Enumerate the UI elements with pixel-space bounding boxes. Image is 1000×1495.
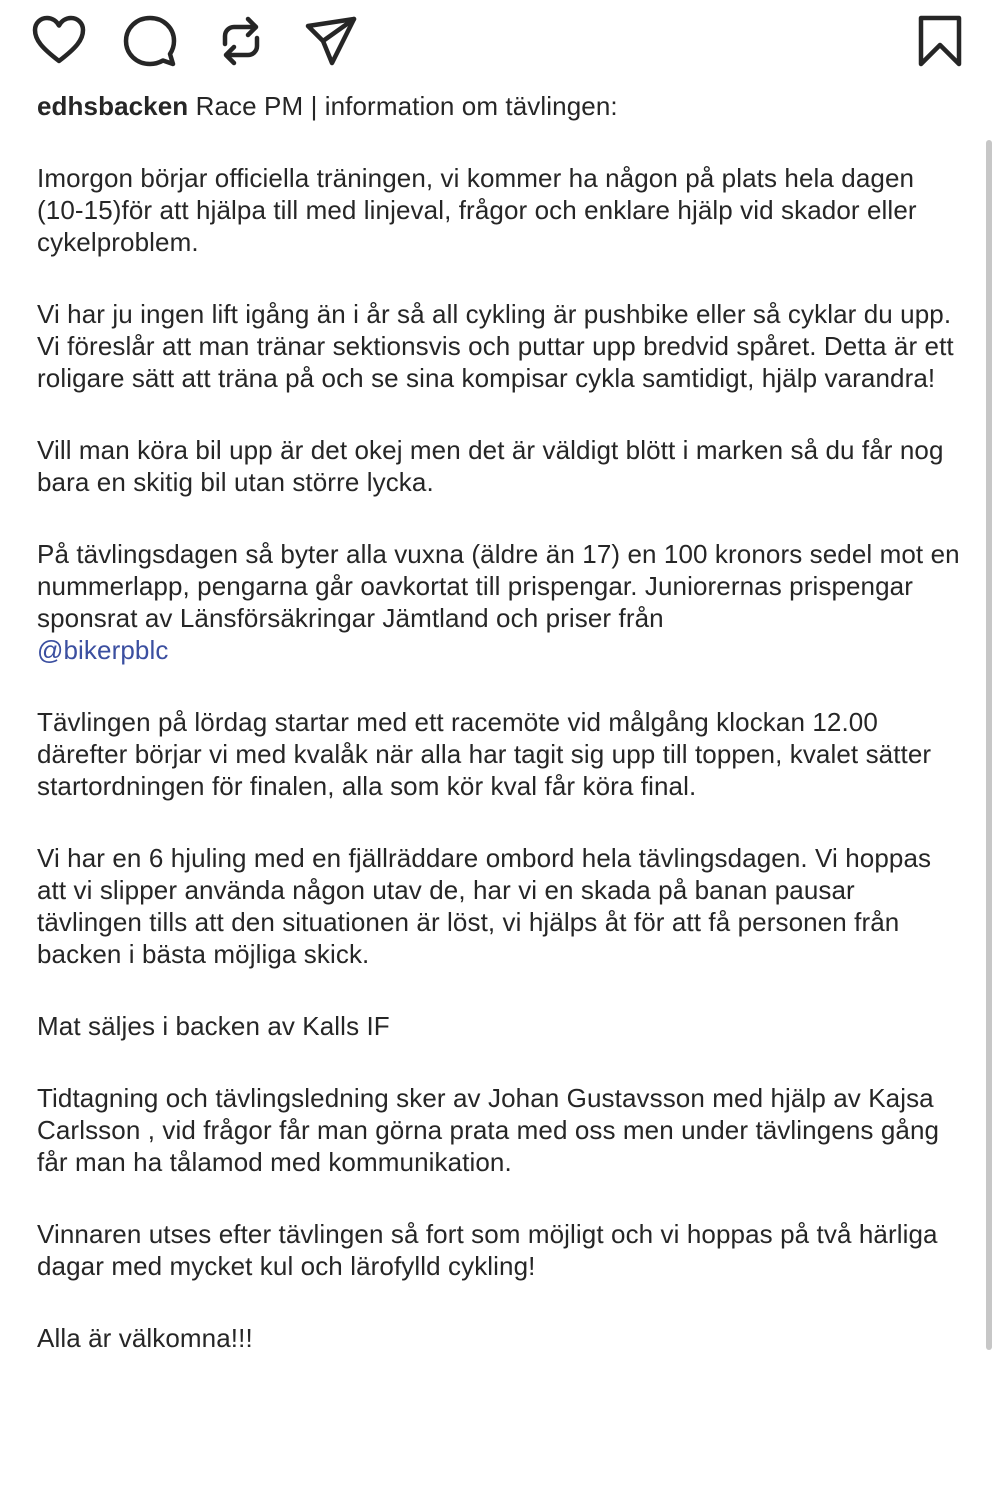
caption-paragraph: Vi har ju ingen lift igång än i år så all cykling är pushbike eller så cyklar du upp. Vi föreslår att man tränar sektionsvis och puttar upp bredvid spåret. Detta är ett roligare sätt att träna på och se sina kompisar cykla samtidigt, hjälp varandra!: [37, 299, 954, 393]
caption-paragraph-prizes: [37, 538, 967, 666]
caption-paragraph: Tävlingen på lördag startar med ett racemöte vid målgång klockan 12.00 därefter börjar vi med kvalåk när alla har tagit sig upp till toppen, kvalet sätter startordningen för finalen, alla som kör kval får köra final.: [37, 707, 932, 801]
caption-paragraph: Tidtagning och tävlingsledning sker av Johan Gustavsson med hjälp av Kajsa Carlsson , vid frågor får man görna prata med oss men under tävlingens gång får man ha tålamod med kommunikation.: [37, 1083, 940, 1177]
mention-link[interactable]: @bikerpblc: [37, 635, 169, 665]
caption-paragraph: Vill man köra bil upp är det okej men det är väldigt blött i marken så du får nog bara en skitig bil utan större lycka.: [37, 435, 944, 497]
post-caption: [37, 90, 967, 1394]
caption-headline-text: Race PM | information om tävlingen:: [188, 91, 618, 121]
caption-paragraph: Mat säljes i backen av Kalls IF: [37, 1011, 390, 1041]
comment-icon[interactable]: [123, 14, 177, 68]
username-link[interactable]: edhsbacken: [37, 91, 189, 121]
heart-icon[interactable]: [32, 14, 86, 68]
paper-plane-icon[interactable]: [304, 14, 358, 68]
repost-icon[interactable]: [214, 14, 268, 68]
caption-paragraph: Alla är välkomna!!!: [37, 1323, 253, 1353]
caption-headline: [37, 90, 967, 122]
caption-paragraph: Imorgon börjar officiella träningen, vi kommer ha någon på plats hela dagen (10-15)för att hjälpa till med linjeval, frågor och enklare hjälp vid skador eller cykelproblem.: [37, 163, 917, 257]
caption-paragraph: Vi har en 6 hjuling med en fjällräddare ombord hela tävlingsdagen. Vi hoppas att vi slipper använda någon utav de, har vi en skada på banan pausar tävlingen tills att den situationen är löst, vi hjälps åt för att få personen från backen i bästa möjliga skick.: [37, 843, 932, 969]
scrollbar-thumb[interactable]: [986, 140, 992, 1350]
post-action-bar: [0, 0, 1000, 80]
bookmark-icon[interactable]: [913, 14, 967, 68]
caption-paragraph: Vinnaren utses efter tävlingen så fort som möjligt och vi hoppas på två härliga dagar med mycket kul och lärofylld cykling!: [37, 1219, 938, 1281]
caption-prize-text: På tävlingsdagen så byter alla vuxna (äldre än 17) en 100 kronors sedel mot en nummerlapp, pengarna går oavkortat till prispengar. Juniorernas prispengar sponsrat av Länsförsäkringar Jämtland och priser från: [37, 539, 960, 633]
